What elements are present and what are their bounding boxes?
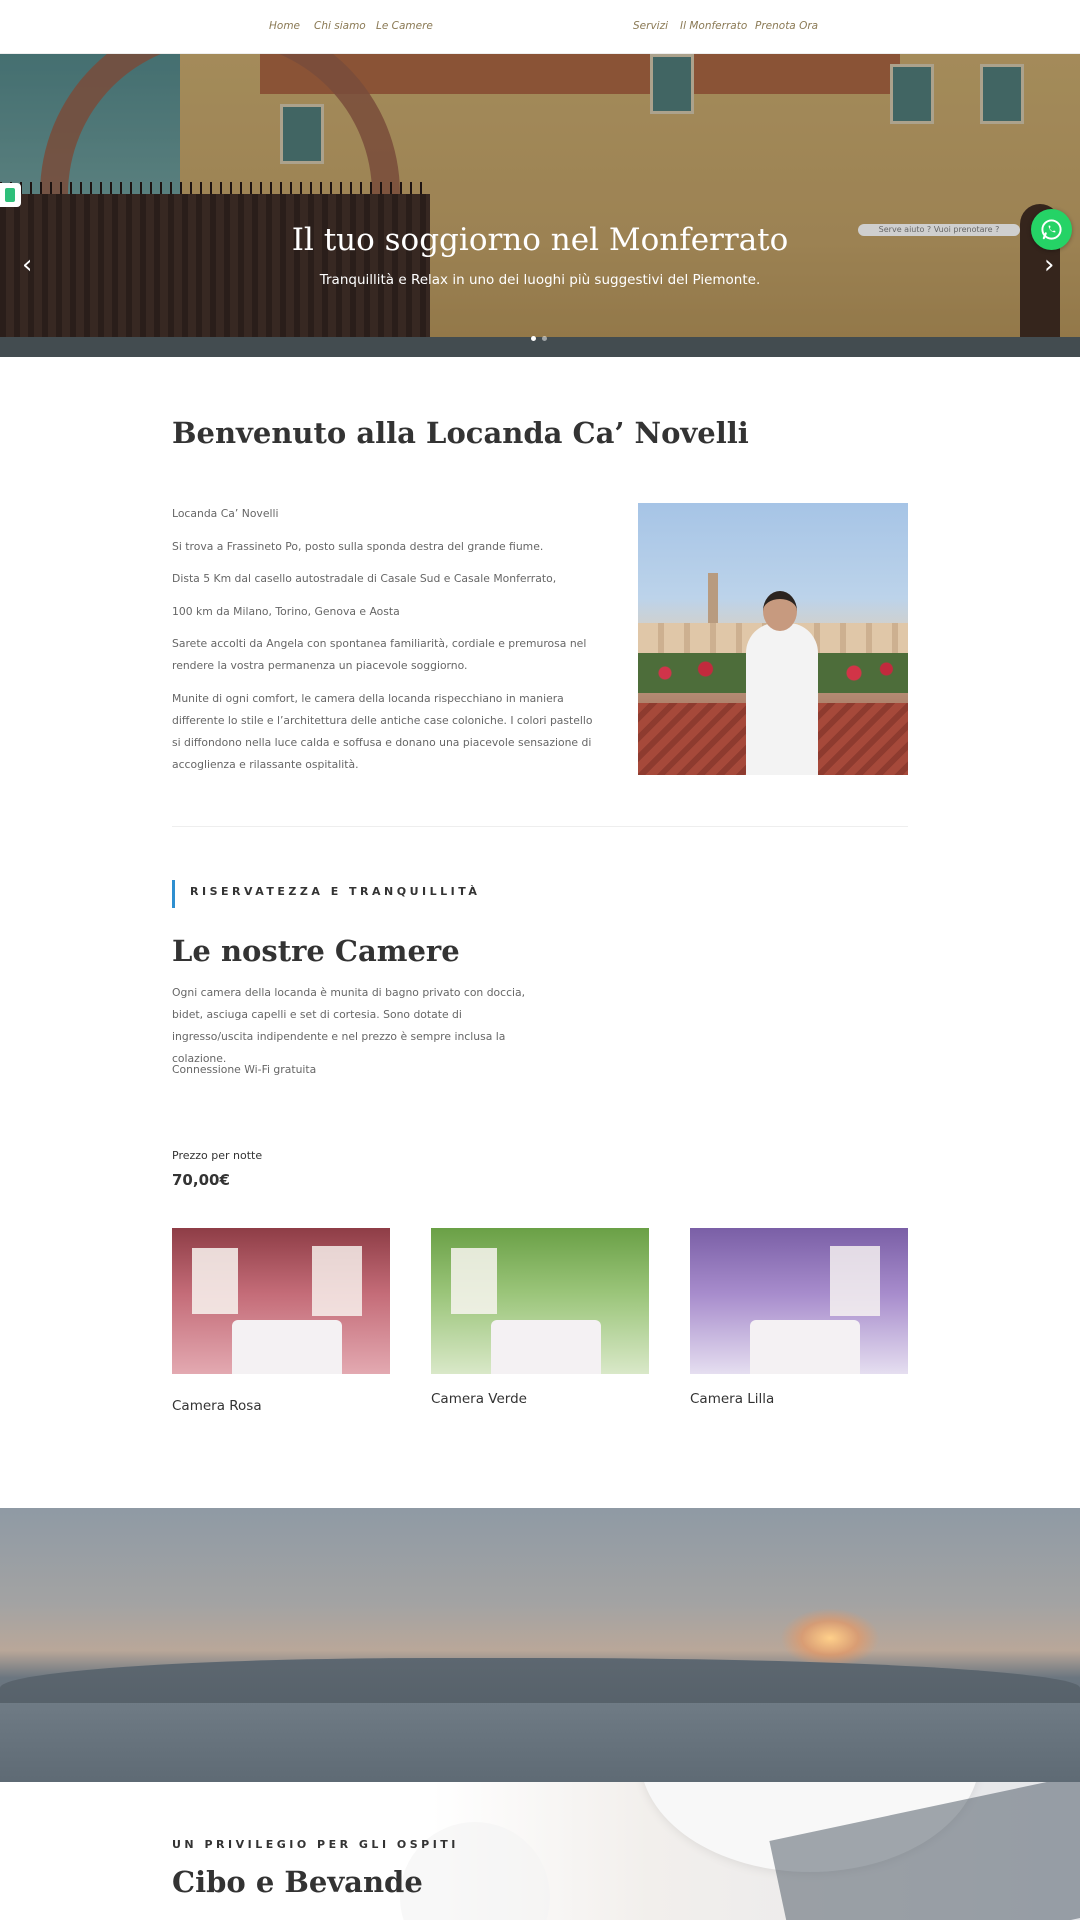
room-window	[451, 1248, 497, 1314]
hero-title: Il tuo soggiorno nel Monferrato	[291, 222, 789, 258]
whatsapp-icon	[1040, 218, 1063, 241]
rooms-title: Le nostre Camere	[172, 934, 460, 968]
sunset-sun	[780, 1608, 880, 1668]
sunset-banner	[0, 1508, 1080, 1782]
welcome-paragraph: 100 km da Milano, Torino, Genova e Aosta	[172, 605, 400, 618]
room-bed	[232, 1320, 342, 1374]
room-title-lilla[interactable]: Camera Lilla	[690, 1391, 775, 1407]
room-window	[312, 1246, 362, 1316]
sunset-water	[0, 1703, 1080, 1782]
welcome-title: Benvenuto alla Locanda Ca’ Novelli	[172, 416, 749, 450]
welcome-paragraph: Sarete accolti da Angela con spontanea familiarità, cordiale e premurosa nel rendere la vostra permanenza un piacevole soggiorno.	[172, 637, 587, 672]
slider-dot-2[interactable]	[542, 336, 547, 341]
room-image-verde[interactable]	[431, 1228, 649, 1374]
whatsapp-button[interactable]	[1031, 209, 1072, 250]
nav-chi-siamo[interactable]: Chi siamo	[314, 20, 366, 32]
host-photo	[638, 503, 908, 775]
nav-servizi[interactable]: Servizi	[633, 20, 669, 32]
nav-home[interactable]: Home	[269, 20, 301, 32]
food-kicker: UN PRIVILEGIO PER GLI OSPITI	[172, 1838, 459, 1851]
food-section	[0, 1782, 1080, 1920]
room-window	[192, 1248, 238, 1314]
room-bed	[491, 1320, 601, 1374]
room-window	[830, 1246, 880, 1316]
rooms-kicker: RISERVATEZZA E TRANQUILLITÀ	[190, 885, 481, 898]
sunset-trees	[0, 1658, 1080, 1708]
slider-next-icon[interactable]: ›	[1044, 250, 1055, 280]
price-value: 70,00€	[172, 1171, 230, 1189]
food-title: Cibo e Bevande	[172, 1865, 423, 1899]
welcome-paragraph: Si trova a Frassineto Po, posto sulla sponda destra del grande fiume.	[172, 540, 544, 553]
nav-il-monferrato[interactable]: Il Monferrato	[680, 20, 748, 32]
nav-prenota-ora[interactable]: Prenota Ora	[755, 20, 819, 32]
slider-dots	[531, 326, 553, 345]
kicker-accent-bar	[172, 880, 175, 908]
hero-overlay	[0, 54, 1080, 357]
price-label: Prezzo per notte	[172, 1149, 263, 1162]
slider-prev-icon[interactable]: ‹	[22, 250, 33, 280]
room-title-verde[interactable]: Camera Verde	[431, 1391, 527, 1407]
whatsapp-tooltip[interactable]: Serve aiuto ? Vuoi prenotare ?	[858, 224, 1020, 236]
hero-slider	[0, 54, 1080, 357]
rooms-description: Ogni camera della locanda è munita di bagno privato con doccia, bidet, asciuga capelli e set di cortesia. Sono dotate di ingresso/uscita indipendente e nel prezzo è sempre inclusa la colazione.	[172, 986, 526, 1065]
section-divider	[172, 826, 908, 827]
rooms-wifi: Connessione Wi-Fi gratuita	[172, 1063, 317, 1076]
room-image-lilla[interactable]	[690, 1228, 908, 1374]
room-title-rosa[interactable]: Camera Rosa	[172, 1398, 262, 1414]
photo-person	[746, 623, 818, 775]
room-image-rosa[interactable]	[172, 1228, 390, 1374]
photo-person-head	[763, 591, 797, 631]
welcome-paragraph: Locanda Ca’ Novelli	[172, 507, 279, 520]
nav-le-camere[interactable]: Le Camere	[376, 20, 433, 32]
room-bed	[750, 1320, 860, 1374]
welcome-paragraph: Munite di ogni comfort, le camera della locanda rispecchiano in maniera differente lo stile e l’architettura delle antiche case coloniche. I colori pastello si diffondono nella luce calda e soffusa e donano una piacevole sensazione di accoglienza e rilassante ospitalità.	[172, 692, 593, 771]
site-header	[0, 0, 1080, 54]
slider-dot-1[interactable]	[531, 336, 536, 341]
welcome-paragraph: Dista 5 Km dal casello autostradale di Casale Sud e Casale Monferrato,	[172, 572, 557, 585]
hero-subtitle: Tranquillità e Relax in uno dei luoghi più suggestivi del Piemonte.	[319, 272, 761, 288]
accessibility-icon	[5, 188, 15, 202]
side-widget-tab[interactable]	[0, 183, 21, 207]
